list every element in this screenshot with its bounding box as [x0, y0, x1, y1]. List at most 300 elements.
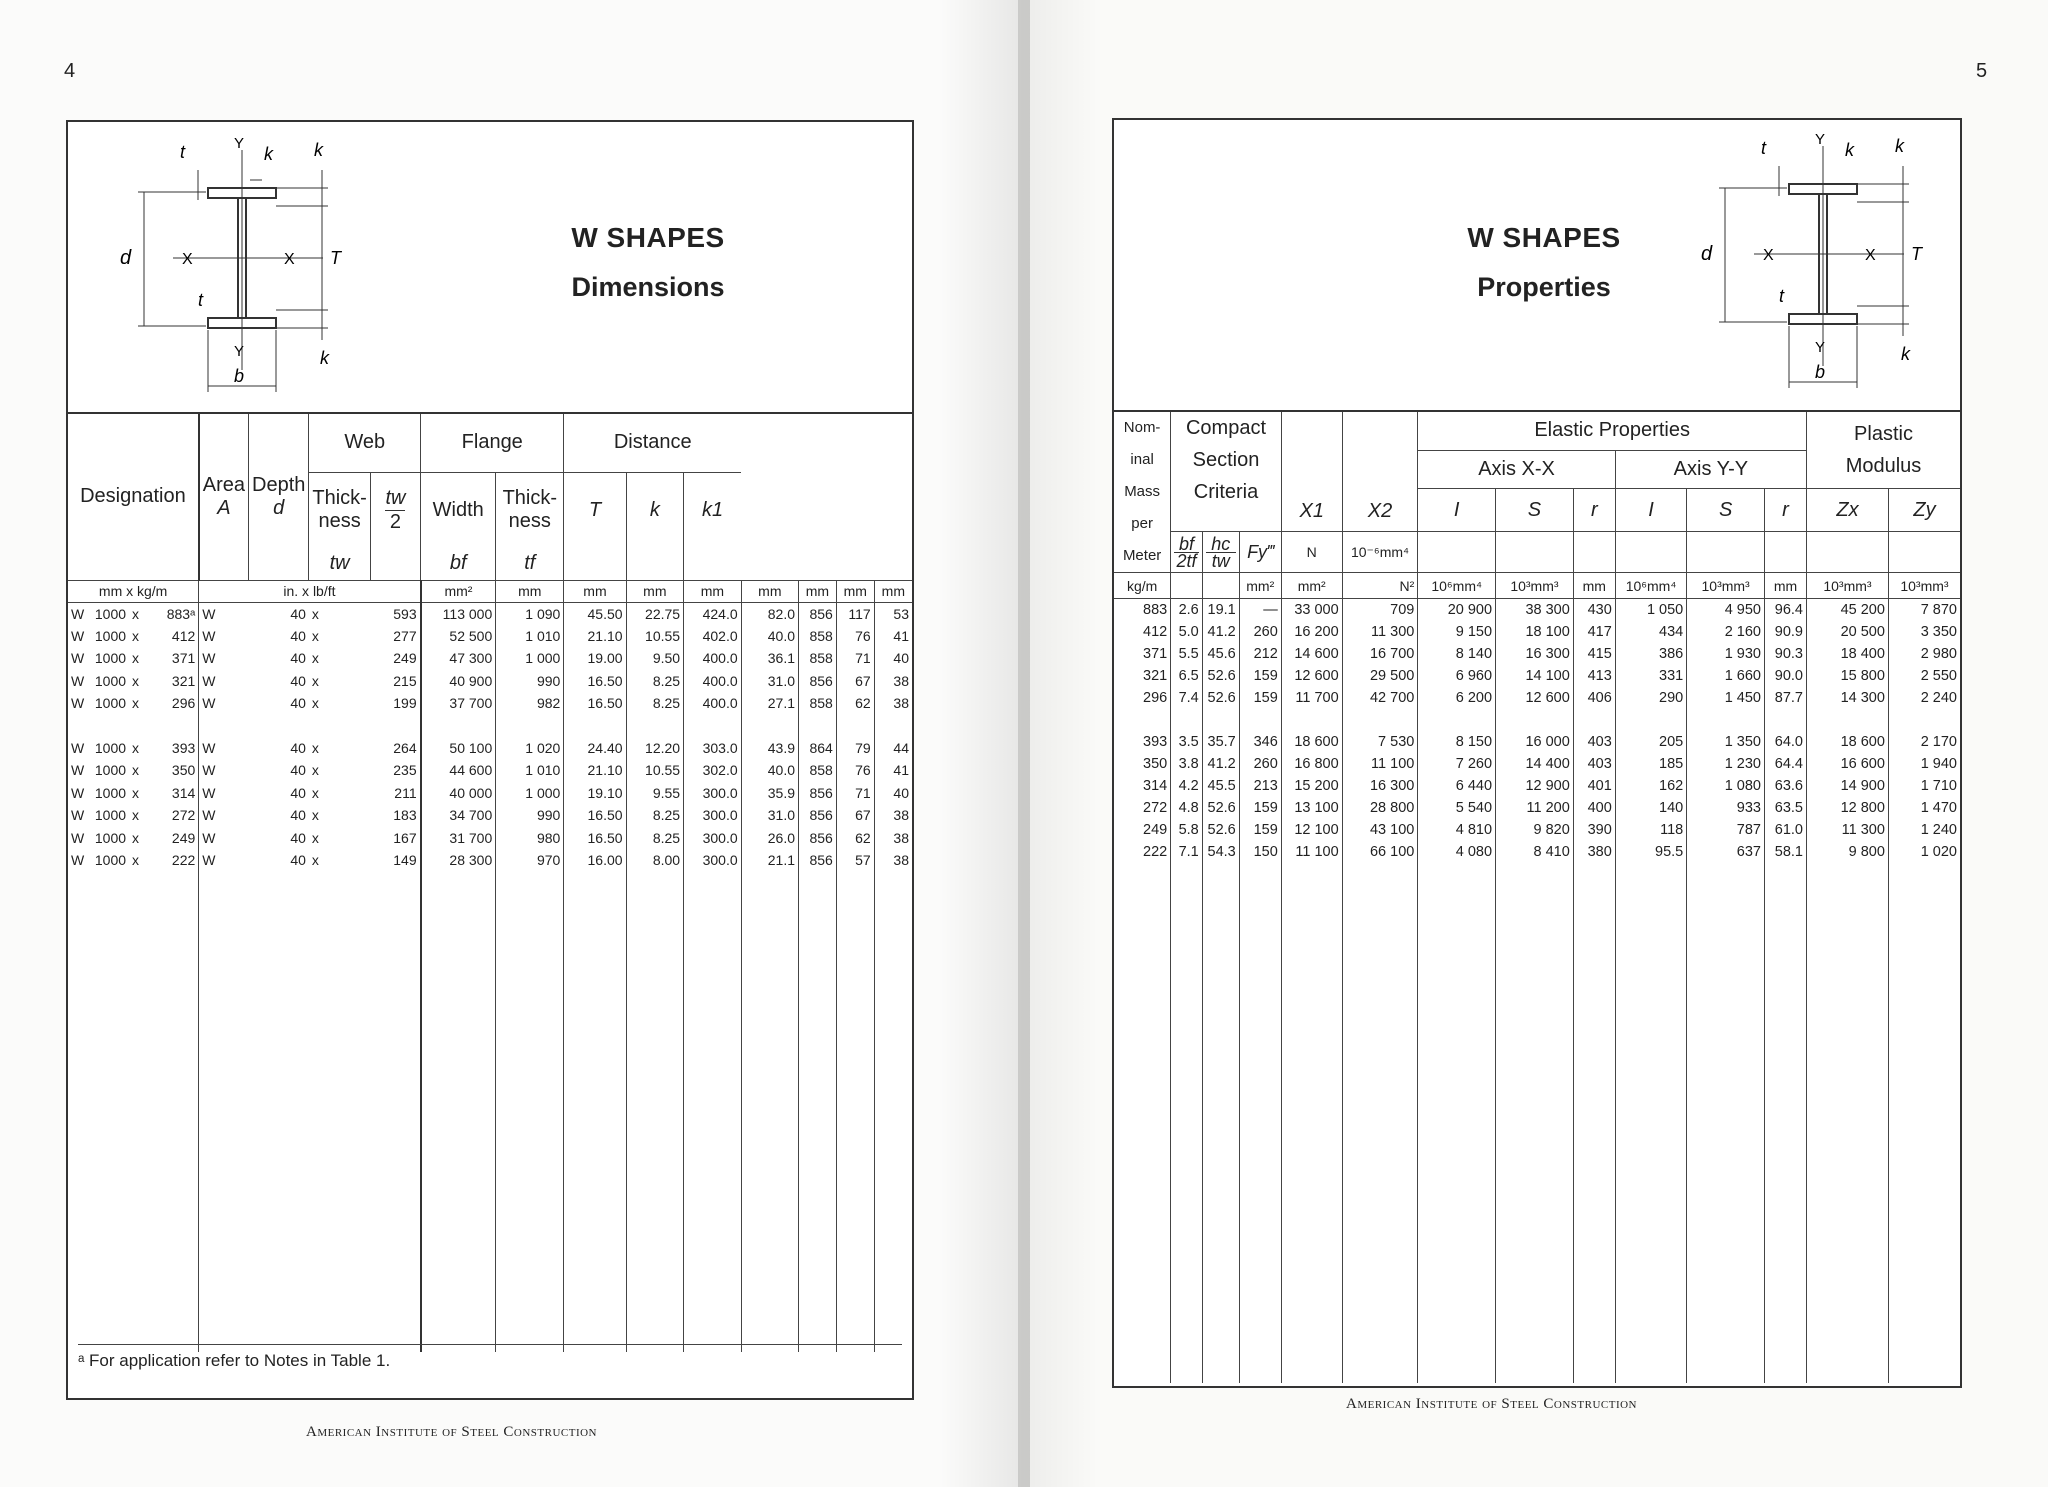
cell-s: W	[71, 739, 85, 756]
header-bf2tf-den: 2tf	[1176, 550, 1197, 571]
cell-m2: 593	[393, 605, 417, 622]
cell-Sx: 14 400	[1496, 753, 1574, 775]
cell-T: 858	[799, 647, 837, 670]
cell-ry: 96.4	[1764, 599, 1806, 621]
label-bf: b	[234, 366, 245, 386]
cell-d2: 40	[290, 627, 306, 644]
cell-m2: 167	[393, 829, 417, 846]
properties-body	[1114, 599, 1960, 863]
cell-d: 1000	[94, 650, 127, 667]
cell-ry: 90.3	[1764, 643, 1806, 665]
table-row	[1114, 621, 1960, 643]
cell-T: 858	[799, 692, 837, 715]
properties-table	[1114, 412, 1960, 1383]
cell-x2: x	[311, 739, 319, 756]
header-bf2tf-num: bf	[1174, 536, 1199, 553]
label-x-right: X	[1865, 247, 1876, 264]
cell-Sy: 1 350	[1687, 731, 1765, 753]
header-nominal-1: Nom-	[1123, 419, 1161, 436]
cell-A: 50 100	[421, 737, 496, 760]
unit-rx: mm	[1573, 573, 1615, 599]
cell-m2: 215	[393, 672, 417, 689]
header-depth-sym: d	[273, 496, 285, 519]
cell-bf: 302.0	[684, 759, 742, 782]
cell-x: x	[132, 672, 140, 689]
cell-Zx: 14 900	[1807, 775, 1889, 797]
unit-k: mm	[836, 580, 874, 602]
cell-Ix: 4 080	[1418, 841, 1496, 863]
cell-m: 296	[171, 695, 196, 712]
dimensions-table-frame	[66, 120, 914, 1400]
cell-A: 44 600	[421, 759, 496, 782]
unit-fy: mm²	[1239, 573, 1281, 599]
cell-x: x	[132, 784, 140, 801]
cell-ry: 63.6	[1764, 775, 1806, 797]
cell-s: W	[71, 605, 85, 622]
unit-mm-kgm: mm x kg/m	[98, 583, 168, 599]
cell-tw2: 8.00	[626, 849, 684, 872]
cell-bf2tf: 5.8	[1171, 819, 1203, 841]
cell-Sy: 933	[1687, 797, 1765, 819]
unit-x2-top: 10⁻⁶mm⁴	[1342, 532, 1418, 573]
cell-k1: 38	[874, 849, 912, 872]
cell-Zy: 1 020	[1888, 841, 1960, 863]
cell-hctw: 45.5	[1202, 775, 1239, 797]
header-axis-yy: Axis Y-Y	[1615, 450, 1806, 488]
cell-Zx: 14 300	[1807, 687, 1889, 709]
group-spacer	[68, 715, 912, 737]
label-k1: k	[1845, 140, 1854, 160]
cell-A: 47 300	[421, 647, 496, 670]
cell-A: 40 000	[421, 782, 496, 805]
cell-m: 412	[1143, 623, 1168, 640]
cell-x1: 11 700	[1281, 687, 1342, 709]
header-k1: k1	[684, 472, 742, 548]
header-tw: tw	[309, 548, 370, 580]
cell-d: 1000	[94, 695, 127, 712]
cell-Zx: 18 400	[1807, 643, 1889, 665]
cell-Iy: 118	[1615, 819, 1686, 841]
cell-k1: 40	[874, 647, 912, 670]
label-d: d	[120, 247, 132, 269]
table-row	[68, 692, 912, 715]
cell-x: x	[132, 807, 140, 824]
page-subtitle: Dimensions	[571, 272, 725, 302]
header-T: T	[564, 472, 626, 548]
cell-m2: 183	[393, 807, 417, 824]
cell-Iy: 434	[1615, 621, 1686, 643]
header-compact-2: Section	[1192, 449, 1260, 471]
cell-x2: 29 500	[1342, 665, 1418, 687]
props-filler	[1114, 863, 1960, 1383]
cell-depth: 1 020	[496, 737, 564, 760]
cell-depth: 990	[496, 670, 564, 693]
cell-Sx: 8 410	[1496, 841, 1574, 863]
label-k-top: k	[314, 140, 323, 160]
header-flange-thick2: ness	[508, 510, 551, 533]
header-web: Web	[309, 414, 421, 472]
header-fy: Fy‴	[1239, 532, 1281, 573]
cell-T: 856	[799, 849, 837, 872]
cell-x: x	[132, 852, 140, 869]
table-row	[68, 602, 912, 625]
label-T: T	[1911, 244, 1922, 264]
header-hctw-den: tw	[1211, 550, 1230, 571]
cell-rx: 413	[1573, 665, 1615, 687]
cell-Sy: 637	[1687, 841, 1765, 863]
table-row	[1114, 643, 1960, 665]
header-k: k	[626, 472, 684, 548]
cell-tw: 16.50	[564, 804, 626, 827]
cell-tw2: 22.75	[626, 602, 684, 625]
cell-Sy: 1 080	[1687, 775, 1765, 797]
cell-m: 272	[1143, 799, 1168, 816]
cell-Sx: 16 000	[1496, 731, 1574, 753]
header-tw2-num: tw	[385, 486, 406, 509]
label-y-top: Y	[1815, 131, 1826, 148]
dims-filler	[68, 872, 912, 1352]
header-nominal-3: Mass	[1124, 483, 1161, 500]
cell-fy: —	[1239, 599, 1281, 621]
cell-k: 76	[836, 625, 874, 648]
cell-bf: 424.0	[684, 602, 742, 625]
cell-k: 79	[836, 737, 874, 760]
page-title: W SHAPES	[571, 222, 725, 253]
cell-x1: 12 100	[1281, 819, 1342, 841]
right-page	[1030, 0, 2048, 1487]
cell-depth: 982	[496, 692, 564, 715]
cell-fy: 346	[1239, 731, 1281, 753]
cell-hctw: 35.7	[1202, 731, 1239, 753]
table-row	[68, 782, 912, 805]
label-k1: k	[264, 144, 273, 164]
cell-m2: 149	[393, 852, 417, 869]
cell-Ix: 6 440	[1418, 775, 1496, 797]
cell-s: W	[71, 852, 85, 869]
cell-Zx: 16 600	[1807, 753, 1889, 775]
unit-in-lbft: in. x lb/ft	[199, 580, 421, 602]
table-row	[1114, 841, 1960, 863]
table-row	[1114, 819, 1960, 841]
cell-x2: 11 100	[1342, 753, 1418, 775]
cell-bf: 402.0	[684, 625, 742, 648]
cell-s2: W	[199, 625, 249, 648]
cell-tf: 36.1	[741, 647, 798, 670]
cell-k: 71	[836, 647, 874, 670]
properties-table-frame	[1112, 118, 1962, 1388]
cell-k: 117	[836, 602, 874, 625]
cell-hctw: 41.2	[1202, 753, 1239, 775]
cell-x: x	[132, 762, 140, 779]
cell-d: 1000	[94, 762, 127, 779]
cell-tw: 21.10	[564, 625, 626, 648]
cell-k1: 41	[874, 625, 912, 648]
page-title: W SHAPES	[1467, 222, 1621, 253]
header-distance: Distance	[564, 414, 741, 472]
label-k-bottom: k	[320, 348, 329, 368]
cell-d: 1000	[94, 829, 127, 846]
publisher-footer: American Institute of Steel Construction	[1346, 1396, 1637, 1412]
cell-x2: x	[311, 650, 319, 667]
cell-Zy: 1 470	[1888, 797, 1960, 819]
cell-d2: 40	[290, 650, 306, 667]
cell-tw: 45.50	[564, 602, 626, 625]
unit-depth: mm	[496, 580, 564, 602]
cell-tf: 31.0	[741, 804, 798, 827]
cell-m: 393	[171, 739, 196, 756]
cell-x2: 11 300	[1342, 621, 1418, 643]
cell-depth: 1 000	[496, 647, 564, 670]
cell-Ix: 7 260	[1418, 753, 1496, 775]
cell-Sy: 787	[1687, 819, 1765, 841]
cell-s: W	[71, 762, 85, 779]
header-Iy: I	[1615, 489, 1686, 532]
cell-Zy: 2 980	[1888, 643, 1960, 665]
cell-d: 1000	[94, 784, 127, 801]
cell-Zy: 2 240	[1888, 687, 1960, 709]
cell-tw2: 8.25	[626, 670, 684, 693]
cell-tw: 16.50	[564, 670, 626, 693]
table-row	[68, 804, 912, 827]
cell-tw: 19.10	[564, 782, 626, 805]
cell-m: 350	[1143, 755, 1168, 772]
header-flange-thick: Thick-	[502, 487, 558, 510]
cell-Sy: 1 450	[1687, 687, 1765, 709]
cell-s2: W	[199, 759, 249, 782]
cell-tf: 40.0	[741, 759, 798, 782]
cell-fy: 213	[1239, 775, 1281, 797]
label-tf: t	[1761, 138, 1767, 158]
dimensions-body	[68, 602, 912, 872]
cell-Zy: 1 940	[1888, 753, 1960, 775]
cell-d2: 40	[290, 784, 306, 801]
cell-Sx: 9 820	[1496, 819, 1574, 841]
cell-x: x	[132, 739, 140, 756]
unit-Ix: 10⁶mm⁴	[1418, 573, 1496, 599]
cell-tf: 35.9	[741, 782, 798, 805]
cell-ry: 58.1	[1764, 841, 1806, 863]
cell-Zx: 20 500	[1807, 621, 1889, 643]
cell-s: W	[71, 650, 85, 667]
cell-d: 1000	[94, 672, 127, 689]
header-x2: X2	[1342, 412, 1418, 532]
cell-tw: 16.00	[564, 849, 626, 872]
cell-A: 37 700	[421, 692, 496, 715]
cell-tw2: 8.25	[626, 692, 684, 715]
cell-hctw: 52.6	[1202, 797, 1239, 819]
label-tw: t	[198, 290, 204, 310]
cell-fy: 159	[1239, 819, 1281, 841]
cell-k: 67	[836, 804, 874, 827]
cell-m: 883	[1143, 601, 1168, 618]
unit-x1: mm²	[1281, 573, 1342, 599]
cell-Ix: 4 810	[1418, 819, 1496, 841]
unit-area: mm²	[421, 580, 496, 602]
publisher-footer: American Institute of Steel Construction	[306, 1424, 597, 1440]
cell-k1: 38	[874, 827, 912, 850]
cell-fy: 159	[1239, 797, 1281, 819]
header-Zy: Zy	[1888, 489, 1960, 532]
cell-x: x	[132, 650, 140, 667]
label-tw: t	[1779, 286, 1785, 306]
header-tw2-den: 2	[389, 510, 402, 533]
cell-d2: 40	[290, 762, 306, 779]
label-d: d	[1701, 243, 1713, 265]
cell-depth: 980	[496, 827, 564, 850]
cell-Ix: 6 200	[1418, 687, 1496, 709]
cell-bf2tf: 7.4	[1171, 687, 1203, 709]
cell-rx: 380	[1573, 841, 1615, 863]
cell-x1: 11 100	[1281, 841, 1342, 863]
cell-Iy: 95.5	[1615, 841, 1686, 863]
cell-rx: 400	[1573, 797, 1615, 819]
unit-T: mm	[799, 580, 837, 602]
cell-s2: W	[199, 692, 249, 715]
cell-bf2tf: 4.8	[1171, 797, 1203, 819]
cell-d: 1000	[94, 852, 127, 869]
cell-x: x	[132, 627, 140, 644]
unit-x1-top: N	[1281, 532, 1342, 573]
table-row	[1114, 731, 1960, 753]
header-Sy: S	[1687, 489, 1765, 532]
cell-tf: 40.0	[741, 625, 798, 648]
header-plastic-2: Modulus	[1845, 455, 1922, 478]
cell-x1: 18 600	[1281, 731, 1342, 753]
cell-k: 62	[836, 692, 874, 715]
unit-ry: mm	[1764, 573, 1806, 599]
cell-A: 31 700	[421, 827, 496, 850]
header-depth: Depth	[252, 473, 306, 496]
cell-Zy: 1 240	[1888, 819, 1960, 841]
header-plastic-1: Plastic	[1854, 423, 1913, 446]
cell-k1: 38	[874, 670, 912, 693]
cell-Sy: 1 230	[1687, 753, 1765, 775]
table-row	[68, 759, 912, 782]
cell-m: 412	[171, 627, 196, 644]
cell-s2: W	[199, 602, 249, 625]
cell-Zy: 3 350	[1888, 621, 1960, 643]
header-compact-1: Compact	[1185, 417, 1266, 439]
cell-k1: 40	[874, 782, 912, 805]
header-elastic: Elastic Properties	[1418, 412, 1807, 450]
cell-m: 314	[1143, 777, 1168, 794]
header-ry: r	[1764, 489, 1806, 532]
cell-x2: 16 300	[1342, 775, 1418, 797]
label-y-top: Y	[234, 135, 245, 152]
table-header-box	[68, 122, 912, 414]
cell-k: 76	[836, 759, 874, 782]
label-tf: t	[180, 142, 186, 162]
cell-Iy: 205	[1615, 731, 1686, 753]
page-subtitle: Properties	[1477, 272, 1611, 302]
cell-x2: x	[311, 672, 319, 689]
cell-hctw: 52.6	[1202, 687, 1239, 709]
cell-T: 858	[799, 759, 837, 782]
header-nominal-4: per	[1131, 515, 1153, 532]
unit-Zx: 10³mm³	[1807, 573, 1889, 599]
page-number: 5	[1976, 60, 1988, 82]
cell-ry: 64.4	[1764, 753, 1806, 775]
cell-Zy: 7 870	[1888, 599, 1960, 621]
cell-d2: 40	[290, 672, 306, 689]
header-bf: bf	[421, 548, 496, 580]
cell-rx: 401	[1573, 775, 1615, 797]
table-row	[68, 849, 912, 872]
cell-tw: 21.10	[564, 759, 626, 782]
cell-bf2tf: 4.2	[1171, 775, 1203, 797]
cell-tf: 82.0	[741, 602, 798, 625]
cell-m: 272	[171, 807, 196, 824]
cell-x2: 16 700	[1342, 643, 1418, 665]
cell-x1: 15 200	[1281, 775, 1342, 797]
cell-rx: 415	[1573, 643, 1615, 665]
header-nominal-5: Meter	[1122, 547, 1162, 564]
cell-Iy: 386	[1615, 643, 1686, 665]
cell-x2: 43 100	[1342, 819, 1418, 841]
cell-s: W	[71, 627, 85, 644]
cell-x2: 28 800	[1342, 797, 1418, 819]
cell-tw2: 8.25	[626, 804, 684, 827]
cell-depth: 1 000	[496, 782, 564, 805]
cell-k1: 38	[874, 804, 912, 827]
cell-Sx: 16 300	[1496, 643, 1574, 665]
cell-bf2tf: 6.5	[1171, 665, 1203, 687]
cell-x2: x	[311, 695, 319, 712]
cell-bf2tf: 5.5	[1171, 643, 1203, 665]
cell-Iy: 140	[1615, 797, 1686, 819]
cell-T: 856	[799, 804, 837, 827]
header-x1: X1	[1281, 412, 1342, 532]
cell-T: 856	[799, 602, 837, 625]
cell-bf2tf: 3.8	[1171, 753, 1203, 775]
header-Sx: S	[1496, 489, 1574, 532]
cell-x1: 16 200	[1281, 621, 1342, 643]
cell-s: W	[71, 695, 85, 712]
cell-s2: W	[199, 782, 249, 805]
cell-ry: 90.9	[1764, 621, 1806, 643]
cell-s: W	[71, 807, 85, 824]
cell-Ix: 20 900	[1418, 599, 1496, 621]
cell-m2: 235	[393, 762, 417, 779]
cell-d: 1000	[94, 807, 127, 824]
cell-depth: 1 010	[496, 759, 564, 782]
cell-Zx: 45 200	[1807, 599, 1889, 621]
cell-bf: 303.0	[684, 737, 742, 760]
cell-x2: 42 700	[1342, 687, 1418, 709]
table-row	[68, 737, 912, 760]
cell-Ix: 8 140	[1418, 643, 1496, 665]
cell-m: 222	[171, 852, 196, 869]
header-area-sym: A	[217, 496, 231, 519]
cell-Ix: 6 960	[1418, 665, 1496, 687]
cell-m2: 264	[393, 739, 417, 756]
cell-k: 71	[836, 782, 874, 805]
cell-bf2tf: 5.0	[1171, 621, 1203, 643]
label-y-bottom: Y	[1815, 339, 1826, 356]
unit-Sy: 10³mm³	[1687, 573, 1765, 599]
label-x-left: X	[182, 251, 193, 268]
cell-rx: 403	[1573, 731, 1615, 753]
cell-fy: 260	[1239, 621, 1281, 643]
header-tf: tf	[496, 548, 564, 580]
table-header-box	[1114, 120, 1960, 412]
cell-k1: 44	[874, 737, 912, 760]
label-bf: b	[1815, 362, 1826, 382]
cell-d: 1000	[94, 605, 127, 622]
table-row	[1114, 599, 1960, 621]
cell-m2: 199	[393, 695, 417, 712]
cell-Iy: 162	[1615, 775, 1686, 797]
